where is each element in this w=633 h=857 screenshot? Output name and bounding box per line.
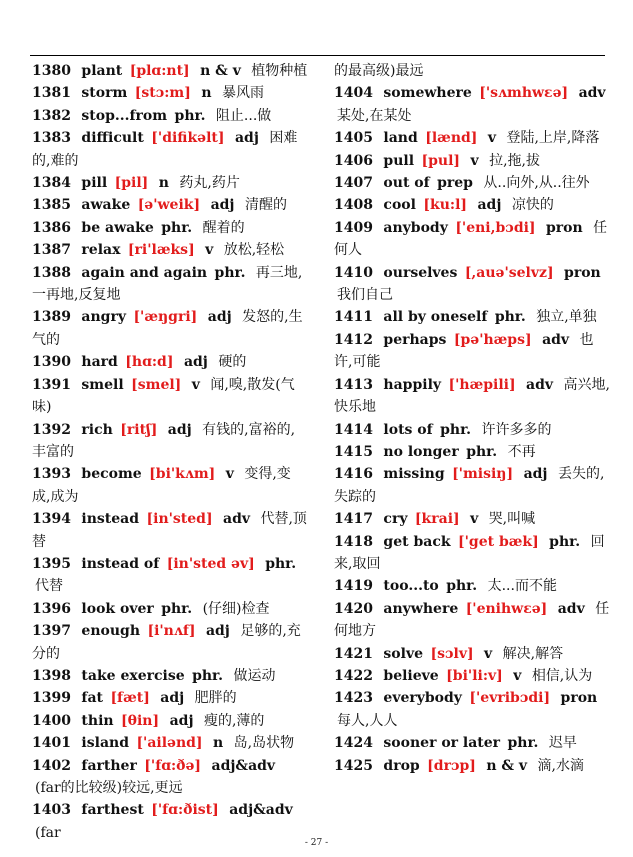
entry-word: hard: [81, 354, 118, 371]
entry-word: lots of: [383, 421, 433, 438]
vocab-entry: [334, 732, 610, 754]
entry-word: fat: [81, 690, 103, 707]
entry-definition: 有钱的,富裕的,丰富的: [32, 421, 296, 460]
entry-definition: 代替,顶替: [32, 511, 307, 550]
entry-word: ourselves: [383, 264, 458, 281]
entry-word: everybody: [383, 690, 462, 707]
entry-number: 1419: [334, 578, 373, 595]
entry-phonetic: [ri'læks]: [127, 242, 195, 259]
entry-word: perhaps: [383, 331, 447, 348]
entry-number: 1415: [334, 443, 373, 460]
entry-part-of-speech: phr.: [446, 578, 478, 595]
vocab-entry: [334, 508, 610, 530]
entry-number: 1416: [334, 466, 373, 483]
entry-word: difficult: [81, 130, 144, 147]
entry-number: 1412: [334, 331, 373, 348]
entry-word: become: [81, 466, 142, 483]
entry-number: 1397: [32, 623, 71, 640]
vocab-entry: [334, 172, 610, 194]
entry-number: 1389: [32, 309, 71, 326]
entry-number: 1388: [32, 264, 71, 281]
entry-part-of-speech: n: [201, 85, 212, 102]
entry-definition: 任何地方: [334, 600, 610, 640]
entry-part-of-speech: adj&adv: [229, 802, 293, 819]
entry-definition: 闻,嗅,散发(气味): [32, 376, 295, 416]
entry-definition: 某处,在某处: [337, 107, 412, 124]
entry-definition: 放松,轻松: [223, 242, 285, 259]
vocab-entry: [334, 262, 610, 307]
entry-number: 1400: [32, 712, 71, 729]
entry-part-of-speech: v: [470, 152, 479, 169]
entry-part-of-speech: adj: [183, 354, 208, 371]
entry-definition: 清醒的: [244, 197, 287, 214]
entry-word: storm: [81, 85, 128, 102]
entry-definition: 独立,单独: [536, 309, 597, 326]
entry-number: 1385: [32, 197, 71, 214]
entry-number: 1414: [334, 421, 373, 438]
entry-phonetic: [bi'kʌm]: [149, 466, 216, 483]
entry-word: farther: [81, 757, 137, 774]
entry-number: 1410: [334, 264, 373, 281]
entry-phonetic: [pul]: [421, 152, 461, 169]
entry-phonetic: [ku:l]: [423, 197, 468, 214]
entry-phonetic: [in'sted əv]: [166, 555, 255, 572]
vocab-entry: [334, 687, 610, 732]
entry-part-of-speech: n & v: [200, 63, 241, 79]
entry-word: instead of: [81, 555, 160, 572]
entry-definition: 每人,人人: [337, 712, 398, 729]
vocab-entry: [334, 598, 610, 643]
entry-number: 1393: [32, 466, 71, 483]
entry-phonetic: [smel]: [131, 376, 182, 393]
entry-definition: 做运动: [233, 667, 276, 684]
entry-definition: 醒着的: [202, 219, 245, 236]
entry-word: get back: [383, 533, 451, 550]
vocab-entry: [334, 194, 610, 216]
entry-part-of-speech: phr.: [440, 421, 472, 438]
entry-number: 1380: [32, 63, 71, 79]
entry-part-of-speech: adj: [169, 712, 194, 729]
entry-word: too...to: [383, 578, 439, 595]
vocab-entry: [334, 217, 610, 262]
entry-phonetic: ['get bæk]: [458, 533, 539, 550]
entry-word: stop...from: [81, 107, 168, 124]
vocab-entry: [32, 687, 308, 709]
page-number: - 27 -: [304, 838, 329, 848]
entry-part-of-speech: phr.: [161, 219, 193, 236]
vocab-entry: [334, 643, 610, 665]
entry-phonetic: [,auə'selvz]: [464, 264, 554, 281]
entry-part-of-speech: phr.: [549, 533, 581, 550]
entry-phonetic: [ritʃ]: [120, 421, 158, 438]
entry-phonetic: [θin]: [121, 712, 160, 729]
entry-word: drop: [383, 757, 420, 774]
entry-word: plant: [81, 63, 123, 79]
entry-part-of-speech: v: [225, 466, 234, 483]
vocab-entry: [32, 553, 308, 598]
entry-definition: (仔细)检查: [202, 600, 270, 617]
entry-phonetic: ['sʌmhwɛə]: [479, 85, 569, 102]
vocab-entry: [32, 82, 308, 104]
entry-definition: 任何人: [334, 219, 608, 259]
entry-part-of-speech: pron: [560, 690, 598, 707]
entry-number: 1381: [32, 85, 71, 102]
vocab-entry: [32, 172, 308, 194]
entry-number: 1411: [334, 309, 373, 326]
entry-word: look over: [81, 600, 154, 617]
entry-phonetic: [drɔp]: [427, 757, 476, 774]
entry-phonetic: ['difikəlt]: [151, 130, 225, 147]
entry-definition: 药丸,药片: [179, 175, 240, 192]
entry-phonetic: ['ailənd]: [136, 735, 203, 752]
entry-phonetic: [sɔlv]: [430, 645, 474, 662]
entry-word: awake: [81, 197, 131, 214]
entry-part-of-speech: pron: [546, 219, 583, 236]
entry-definition: 阻止...做: [215, 107, 272, 124]
entry-word: anybody: [383, 219, 448, 236]
entry-part-of-speech: v: [205, 242, 214, 259]
entry-definition: 岛,岛状物: [233, 735, 295, 752]
entry-definition: 我们自己: [337, 287, 393, 304]
entry-part-of-speech: pron: [564, 264, 601, 281]
entry-number: 1382: [32, 107, 71, 124]
entry-number: 1390: [32, 354, 71, 371]
vocab-entry: [334, 306, 610, 328]
entry-definition: 凉快的: [511, 197, 554, 214]
entry-phonetic: [stɔ:m]: [134, 85, 191, 102]
entry-word: thin: [81, 712, 114, 729]
vocab-entry: [334, 329, 610, 374]
entry-part-of-speech: n & v: [486, 757, 528, 774]
entry-definition: 也许,可能: [334, 331, 594, 371]
entry-word: smell: [81, 376, 124, 393]
entry-word: all by oneself: [383, 309, 488, 326]
right-column: [334, 60, 610, 777]
entry-definition: 滴,水滴: [537, 757, 584, 774]
entry-definition: 植物种植: [251, 63, 308, 79]
entry-part-of-speech: v: [487, 130, 497, 147]
entry-phonetic: [fæt]: [110, 690, 150, 707]
top-rule: [30, 55, 605, 56]
entry-part-of-speech: v: [191, 376, 200, 393]
vocab-entry: [334, 127, 610, 149]
vocab-entry: [32, 306, 308, 351]
entry-part-of-speech: n: [158, 175, 169, 192]
entry-number: 1407: [334, 175, 373, 192]
vocab-entry: [334, 575, 610, 597]
entry-phonetic: ['fɑ:ðə]: [144, 757, 202, 774]
entry-number: 1420: [334, 600, 373, 617]
entry-part-of-speech: adj: [205, 623, 230, 640]
entry-word: enough: [81, 623, 140, 640]
entry-word: island: [81, 735, 129, 752]
entry-part-of-speech: phr.: [161, 600, 193, 617]
entry-word: pull: [383, 152, 415, 169]
entry-part-of-speech: v: [484, 645, 493, 662]
entry-part-of-speech: adv: [578, 85, 606, 102]
vocab-entry: [334, 374, 610, 419]
vocab-entry: [32, 374, 308, 419]
entry-phonetic: [pə'hæps]: [453, 331, 532, 348]
entry-word: be awake: [81, 219, 154, 236]
entry-part-of-speech: phr.: [466, 443, 498, 460]
entry-number: 1425: [334, 757, 373, 774]
entry-word: cry: [383, 511, 408, 528]
entry-number: 1404: [334, 85, 373, 102]
entry-number: 1383: [32, 130, 71, 147]
entry-number: 1417: [334, 511, 373, 528]
entry-number: 1409: [334, 219, 373, 236]
entry-word: angry: [81, 309, 126, 326]
entry-word: instead: [81, 511, 140, 528]
continuation-text: 的最高级)最远: [334, 63, 424, 79]
entry-part-of-speech: adj: [160, 690, 185, 707]
entry-number: 1423: [334, 690, 373, 707]
entry-definition: 困难的,难的: [32, 130, 298, 169]
entry-phonetic: [bi'li:v]: [446, 667, 503, 684]
entry-phonetic: ['hæpili]: [448, 376, 516, 393]
entry-part-of-speech: phr.: [192, 667, 224, 684]
entry-number: 1421: [334, 645, 373, 662]
entry-number: 1387: [32, 242, 71, 259]
entry-definition: 肥胖的: [194, 690, 237, 707]
entry-definition: 回来,取回: [334, 533, 605, 572]
entry-definition: 高兴地,快乐地: [334, 376, 610, 416]
entry-definition: 不再: [507, 443, 536, 460]
entry-phonetic: [hɑ:d]: [125, 354, 174, 371]
vocab-entry: [32, 710, 308, 732]
entry-part-of-speech: adv: [557, 600, 585, 617]
vocab-entry: [334, 463, 610, 508]
entry-definition: 再三地,一再地,反复地: [32, 264, 303, 304]
entry-part-of-speech: prep: [437, 175, 473, 192]
entry-word: pill: [81, 175, 108, 192]
entry-definition: 许许多多的: [481, 421, 552, 438]
entry-phonetic: [lænd]: [425, 130, 478, 147]
entry-number: 1406: [334, 152, 373, 169]
entry-word: land: [383, 130, 418, 147]
entry-phonetic: ['fɑ:ðist]: [151, 802, 219, 819]
entry-part-of-speech: adj&adv: [211, 757, 276, 774]
entry-number: 1418: [334, 533, 373, 550]
vocab-entry: [32, 60, 308, 82]
vocab-entry: [32, 508, 308, 553]
entry-part-of-speech: phr.: [494, 309, 526, 326]
entry-word: farthest: [81, 802, 144, 819]
vocab-entry: [334, 82, 610, 127]
entry-number: 1386: [32, 219, 71, 236]
entry-phonetic: [plɑ:nt]: [129, 63, 190, 79]
entry-number: 1422: [334, 667, 373, 684]
entry-part-of-speech: adj: [523, 466, 548, 483]
entry-definition: 硬的: [218, 354, 247, 371]
entry-number: 1395: [32, 555, 71, 572]
entry-phonetic: [krai]: [414, 511, 460, 528]
vocab-entry: [334, 665, 610, 687]
entry-definition: (far: [35, 824, 61, 841]
entry-number: 1408: [334, 197, 373, 214]
entry-part-of-speech: adj: [207, 309, 232, 326]
entry-part-of-speech: adv: [526, 376, 554, 393]
vocab-entry: [334, 755, 610, 777]
vocab-entry: [32, 598, 308, 620]
vocab-entry: [32, 463, 308, 508]
entry-definition: 发怒的,生气的: [32, 309, 303, 348]
entry-part-of-speech: adj: [167, 421, 192, 438]
entry-definition: 迟早: [548, 735, 577, 752]
vocab-entry: [32, 732, 308, 754]
entry-phonetic: [in'sted]: [146, 511, 213, 528]
entry-word: relax: [81, 242, 121, 259]
entry-part-of-speech: adj: [477, 197, 502, 214]
entry-phonetic: ['evribɔdi]: [469, 690, 551, 707]
vocab-entry: [32, 419, 308, 464]
entry-number: 1413: [334, 376, 373, 393]
left-column: [32, 60, 308, 844]
entry-part-of-speech: adv: [223, 511, 251, 528]
entry-phonetic: [i'nʌf]: [147, 623, 196, 640]
entry-definition: 暴风雨: [221, 85, 264, 102]
entry-definition: 变得,变成,成为: [32, 466, 291, 505]
entry-definition: 瘦的,薄的: [203, 712, 265, 729]
entry-word: out of: [383, 175, 430, 192]
entry-number: 1394: [32, 511, 71, 528]
entry-part-of-speech: adj: [234, 130, 259, 147]
vocab-entry: [32, 620, 308, 665]
vocab-entry: [334, 419, 610, 441]
entry-number: 1399: [32, 690, 71, 707]
entry-part-of-speech: adj: [210, 197, 235, 214]
entry-word: take exercise: [81, 667, 185, 684]
entry-word: anywhere: [383, 600, 459, 617]
entry-part-of-speech: v: [470, 511, 479, 528]
entry-word: believe: [383, 667, 439, 684]
entry-definition: 从..向外,从..往外: [483, 175, 590, 192]
entry-definition: 相信,认为: [531, 667, 593, 684]
entry-number: 1391: [32, 376, 71, 393]
entry-part-of-speech: adv: [542, 331, 570, 348]
entry-number: 1402: [32, 757, 71, 774]
entry-definition: 代替: [35, 578, 63, 595]
entry-definition: (far的比较级)较远,更远: [35, 780, 183, 796]
entry-word: solve: [383, 645, 424, 662]
vocab-entry: [32, 127, 308, 172]
vocab-entry: [32, 217, 308, 239]
entry-definition: 太...而不能: [487, 578, 557, 595]
entry-part-of-speech: phr.: [507, 735, 539, 752]
entry-part-of-speech: phr.: [265, 555, 297, 572]
entry-word: cool: [383, 197, 416, 214]
entry-phonetic: [ə'weik]: [137, 197, 201, 214]
entry-phonetic: [pil]: [114, 175, 149, 192]
entry-number: 1396: [32, 600, 71, 617]
vocab-entry: [32, 665, 308, 687]
entry-word: somewhere: [383, 85, 472, 102]
vocab-entry: [32, 351, 308, 373]
vocab-entry: [334, 150, 610, 172]
vocab-entry: [334, 531, 610, 576]
entry-number: 1405: [334, 130, 373, 147]
entry-definition: 拉,拖,拔: [489, 152, 540, 169]
entry-number: 1392: [32, 421, 71, 438]
entry-definition: 哭,叫喊: [488, 511, 536, 528]
vocab-entry: [32, 262, 308, 307]
entry-part-of-speech: phr.: [174, 107, 206, 124]
entry-word: rich: [81, 421, 113, 438]
vocab-entry: [334, 441, 610, 463]
entry-phonetic: ['misiŋ]: [452, 466, 514, 483]
vocab-entry: [32, 755, 308, 800]
vocab-entry: [32, 105, 308, 127]
entry-definition: 足够的,充分的: [32, 623, 301, 662]
entry-number: 1384: [32, 175, 71, 192]
entry-phonetic: ['enihwɛə]: [465, 600, 548, 617]
entry-word: sooner or later: [383, 735, 501, 752]
entry-number: 1401: [32, 735, 71, 752]
entry-word: no longer: [383, 443, 459, 460]
entry-part-of-speech: n: [213, 735, 224, 752]
entry-word: again and again: [81, 264, 208, 281]
entry-part-of-speech: v: [513, 667, 522, 684]
entry-word: happily: [383, 376, 442, 393]
vocab-entry: [32, 239, 308, 261]
entry-word: missing: [383, 466, 445, 483]
entry-number: 1403: [32, 802, 71, 819]
entry-phonetic: ['æŋgri]: [133, 309, 198, 326]
entry-number: 1424: [334, 735, 373, 752]
entry-definition: 登陆,上岸,降落: [506, 130, 600, 147]
entry-number: 1398: [32, 667, 71, 684]
entry-phonetic: ['eni,bɔdi]: [455, 219, 536, 236]
entry-part-of-speech: phr.: [214, 264, 246, 281]
vocab-entry: [32, 194, 308, 216]
entry-definition: 丢失的,失踪的: [334, 466, 605, 505]
entry-definition: 解决,解答: [502, 645, 564, 662]
